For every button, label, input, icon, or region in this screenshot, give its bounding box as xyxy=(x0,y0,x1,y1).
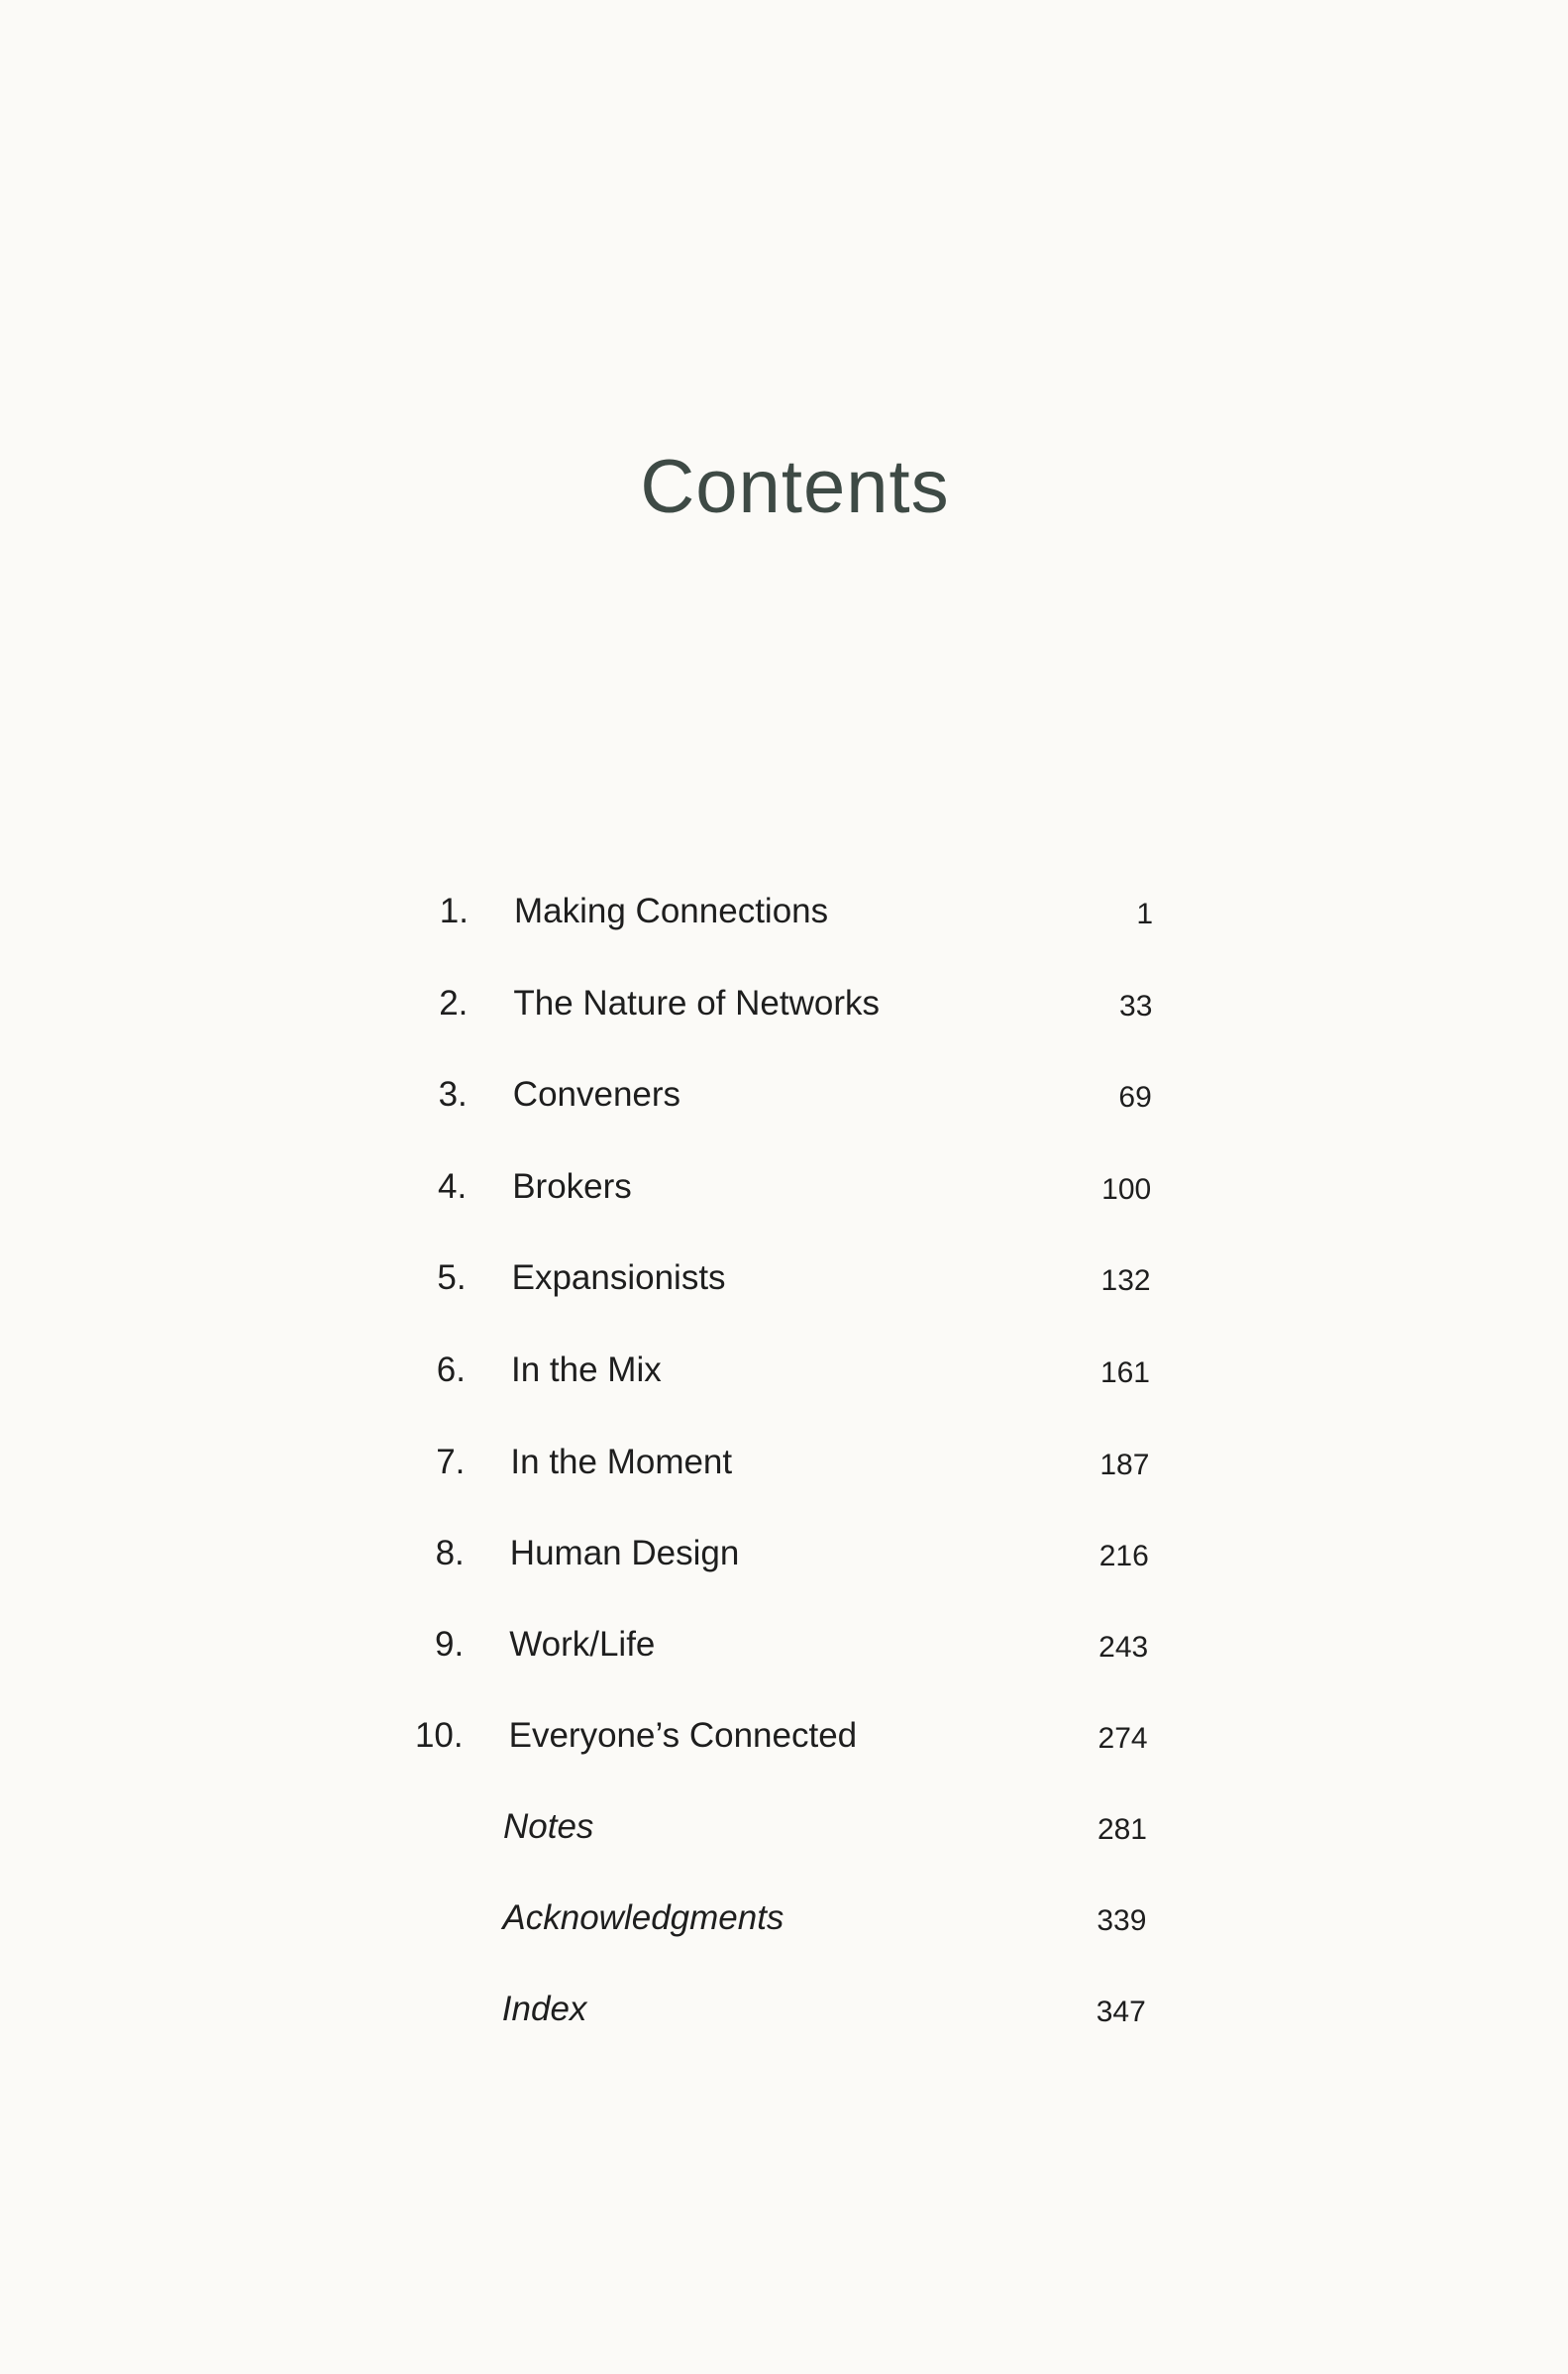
chapter-number: 7. xyxy=(436,1442,466,1481)
chapter-title: Acknowledgments xyxy=(502,1898,784,1938)
page-number: 1 xyxy=(1136,898,1153,930)
chapter-title: The Nature of Networks xyxy=(513,983,880,1023)
page-number: 281 xyxy=(1097,1813,1147,1846)
toc-entry[interactable] xyxy=(0,1443,1564,1502)
page-number: 69 xyxy=(1118,1081,1152,1115)
chapter-number: 3. xyxy=(438,1075,468,1115)
chapter-number: 9. xyxy=(434,1624,465,1664)
chapter-title: Expansionists xyxy=(511,1258,726,1298)
chapter-title: In the Mix xyxy=(511,1350,662,1389)
toc-entry[interactable] xyxy=(0,1167,1566,1227)
page-number: 339 xyxy=(1097,1904,1147,1938)
page-number: 216 xyxy=(1098,1539,1149,1572)
page-number: 33 xyxy=(1119,989,1153,1023)
toc-entry[interactable] xyxy=(0,1534,1564,1593)
chapter-title: Brokers xyxy=(512,1166,632,1206)
chapter-title: Index xyxy=(501,1990,587,2029)
chapter-title: Making Connections xyxy=(514,892,829,930)
page-number: 347 xyxy=(1096,1996,1146,2029)
toc-entry[interactable] xyxy=(0,984,1567,1043)
page-number: 187 xyxy=(1099,1448,1150,1481)
page-number: 274 xyxy=(1098,1721,1148,1755)
chapter-number: 10. xyxy=(414,1715,464,1755)
toc-entry[interactable] xyxy=(0,1350,1565,1410)
page-title: Contents xyxy=(640,445,950,529)
chapter-title: Human Design xyxy=(509,1533,740,1572)
toc-entry[interactable] xyxy=(0,1075,1567,1134)
chapter-title: Work/Life xyxy=(509,1624,656,1664)
page-number: 100 xyxy=(1101,1172,1152,1206)
toc-entry[interactable] xyxy=(0,1716,1563,1776)
chapter-title: Notes xyxy=(503,1807,594,1846)
chapter-number: 8. xyxy=(435,1533,465,1572)
toc-entry[interactable] xyxy=(0,1625,1563,1684)
chapter-title: Everyone’s Connected xyxy=(508,1715,858,1755)
page-number: 132 xyxy=(1100,1264,1151,1298)
page-number: 243 xyxy=(1098,1630,1149,1664)
toc-entry[interactable] xyxy=(0,1258,1566,1318)
toc-entry[interactable] xyxy=(0,1990,1561,2049)
toc-entry[interactable] xyxy=(0,1898,1561,1958)
chapter-number: 4. xyxy=(437,1166,468,1206)
chapter-number: 6. xyxy=(436,1350,466,1389)
chapter-title: In the Moment xyxy=(510,1442,733,1481)
toc-entry[interactable] xyxy=(0,1807,1562,1867)
chapter-number: 1. xyxy=(439,892,469,930)
page-number: 161 xyxy=(1099,1356,1150,1389)
toc-entry[interactable] xyxy=(0,892,1568,951)
chapter-number: 5. xyxy=(437,1258,467,1298)
chapter-number: 2. xyxy=(439,983,469,1023)
chapter-title: Conveners xyxy=(512,1075,681,1115)
